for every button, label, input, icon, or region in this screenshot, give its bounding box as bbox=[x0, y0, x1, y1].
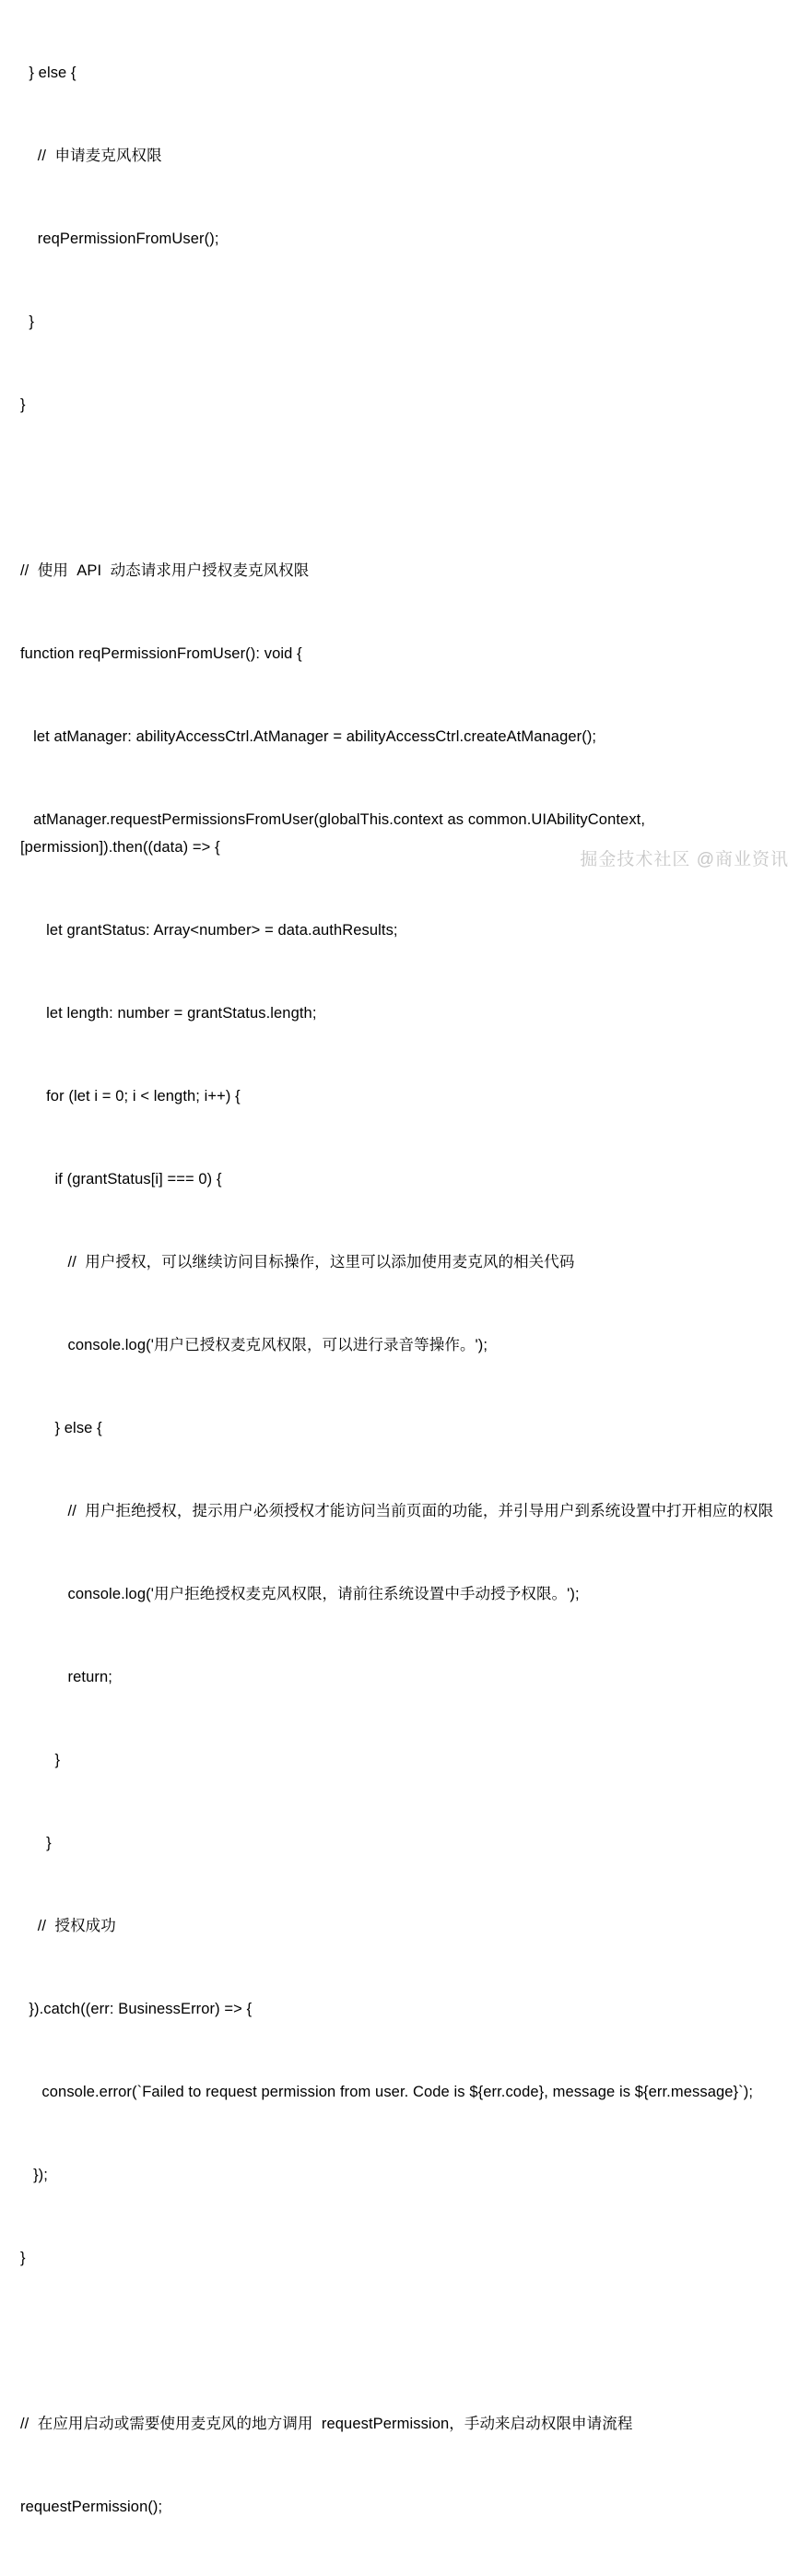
code-line: // 用户拒绝授权，提示用户必须授权才能访问当前页面的功能，并引导用户到系统设置中打开相应的权限 bbox=[20, 1503, 774, 1519]
code-line: let length: number = grantStatus.length; bbox=[20, 1005, 317, 1022]
code-line: }); bbox=[20, 2167, 48, 2183]
code-line: } else { bbox=[20, 1420, 102, 1436]
code-line-blank bbox=[20, 2327, 791, 2355]
code-line: // 在应用启动或需要使用麦克风的地方调用 requestPermission，手动来启动权限申请流程 bbox=[20, 2416, 633, 2432]
watermark: 掘金技术社区 @商业资讯 bbox=[580, 850, 789, 869]
code-line: } bbox=[20, 2250, 26, 2266]
code-line: console.error(`Failed to request permission from user. Code is ${err.code}, message is ${err.message}`); bbox=[20, 2084, 754, 2100]
code-line-blank bbox=[20, 474, 791, 502]
code-line: // 用户授权，可以继续访问目标操作，这里可以添加使用麦克风的相关代码 bbox=[20, 1254, 575, 1270]
code-line: function reqPermissionFromUser(): void { bbox=[20, 645, 302, 662]
code-line: // 申请麦克风权限 bbox=[20, 148, 162, 164]
code-line: } bbox=[20, 396, 26, 413]
code-line: }).catch((err: BusinessError) => { bbox=[20, 2001, 253, 2017]
code-line: requestPermission(); bbox=[20, 2499, 163, 2515]
code-line: } else { bbox=[20, 65, 76, 81]
code-line: // 使用 API 动态请求用户授权麦克风权限 bbox=[20, 562, 310, 579]
code-line: // 授权成功 bbox=[20, 1918, 116, 1934]
code-line: } bbox=[20, 313, 34, 330]
code-block bbox=[20, 4, 791, 2576]
code-line: atManager.requestPermissionsFromUser(globalThis.context as common.UIAbilityContext, [permission]).then((data) => { bbox=[20, 811, 650, 856]
code-line: let atManager: abilityAccessCtrl.AtManager = abilityAccessCtrl.createAtManager(); bbox=[20, 728, 597, 745]
code-line: console.log('用户拒绝授权麦克风权限，请前往系统设置中手动授予权限。'); bbox=[20, 1586, 580, 1602]
code-line: return; bbox=[20, 1669, 112, 1685]
code-line: for (let i = 0; i < length; i++) { bbox=[20, 1088, 241, 1105]
code-line: console.log('用户已授权麦克风权限，可以进行录音等操作。'); bbox=[20, 1337, 488, 1353]
code-line: reqPermissionFromUser(); bbox=[20, 230, 219, 247]
code-line: } bbox=[20, 1835, 52, 1851]
code-line: let grantStatus: Array<number> = data.authResults; bbox=[20, 922, 398, 939]
code-line: if (grantStatus[i] === 0) { bbox=[20, 1171, 222, 1188]
code-line: } bbox=[20, 1752, 61, 1768]
